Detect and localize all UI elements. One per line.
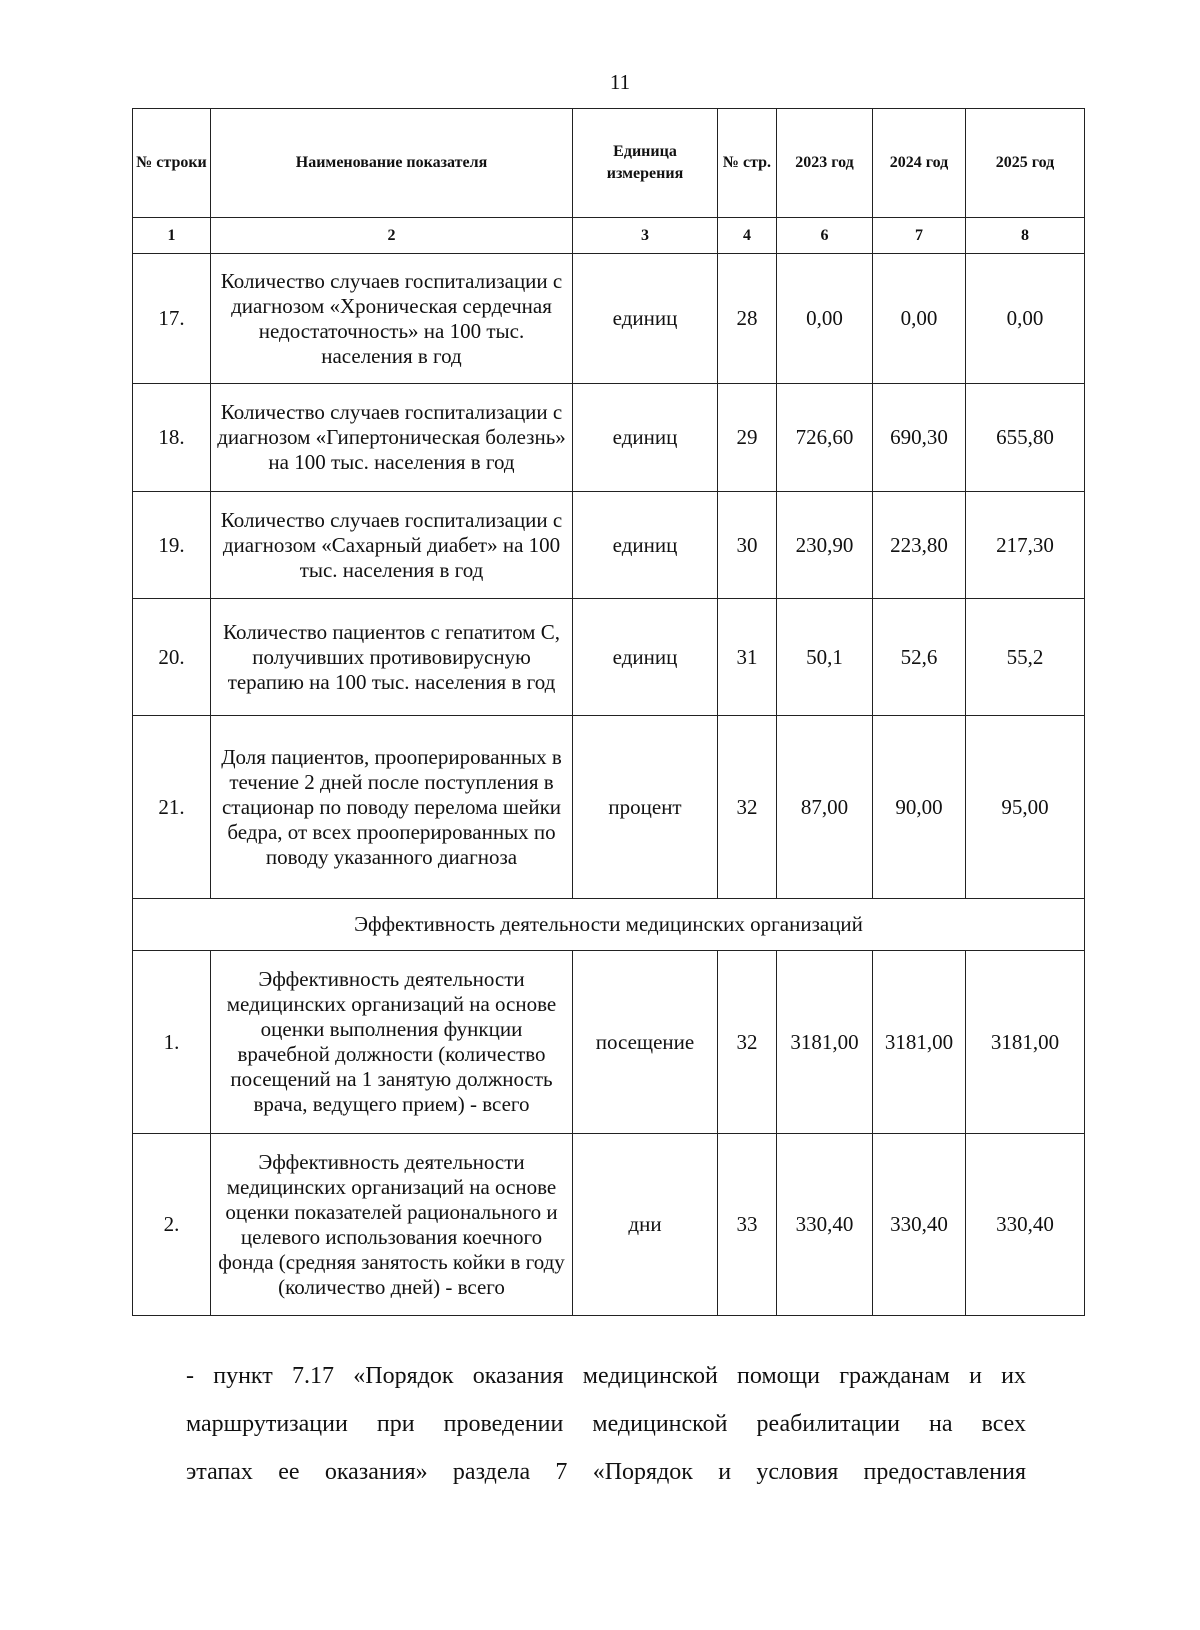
section-title: Эффективность деятельности медицинских организаций — [133, 899, 1085, 951]
row-number: 20. — [133, 599, 211, 716]
header-row-no: № строки — [133, 109, 211, 218]
row-number: 2. — [133, 1134, 211, 1316]
indicator-name: Доля пациентов, прооперированных в течение 2 дней после поступления в стационар по поводу перелома шейки бедра, от всех прооперированных по поводу указанного диагноза — [211, 716, 573, 899]
value-2023: 3181,00 — [777, 951, 873, 1134]
body-paragraph — [186, 1352, 1026, 1496]
value-2024: 90,00 — [873, 716, 966, 899]
body-line: маршрутизации при проведении медицинской реабилитации на всех — [186, 1411, 1026, 1437]
value-2023: 726,60 — [777, 384, 873, 492]
body-line: - пункт 7.17 «Порядок оказания медицинской помощи гражданам и их — [186, 1363, 1026, 1389]
unit-cell: единиц — [573, 384, 718, 492]
table-row — [133, 384, 1085, 492]
column-number: 4 — [718, 218, 777, 254]
header-2023: 2023 год — [777, 109, 873, 218]
indicator-name: Количество пациентов с гепатитом С, получивших противовирусную терапию на 100 тыс. населения в год — [211, 599, 573, 716]
value-2025: 95,00 — [966, 716, 1085, 899]
row-number: 21. — [133, 716, 211, 899]
table-header-row — [133, 109, 1085, 218]
row-number: 18. — [133, 384, 211, 492]
column-number: 1 — [133, 218, 211, 254]
section-header-row — [133, 899, 1085, 951]
table-row — [133, 599, 1085, 716]
value-2024: 690,30 — [873, 384, 966, 492]
value-2023: 0,00 — [777, 254, 873, 384]
value-2023: 330,40 — [777, 1134, 873, 1316]
value-2024: 223,80 — [873, 492, 966, 599]
value-2023: 50,1 — [777, 599, 873, 716]
indicator-name: Эффективность деятельности медицинских организаций на основе оценки показателей рационального и целевого использования коечного фонда (средняя занятость койки в году (количество дней) - всего — [211, 1134, 573, 1316]
value-2024: 3181,00 — [873, 951, 966, 1134]
column-number: 8 — [966, 218, 1085, 254]
indicator-name: Количество случаев госпитализации с диагнозом «Сахарный диабет» на 100 тыс. населения в год — [211, 492, 573, 599]
unit-cell: дни — [573, 1134, 718, 1316]
value-2023: 230,90 — [777, 492, 873, 599]
page-cell: 30 — [718, 492, 777, 599]
value-2024: 330,40 — [873, 1134, 966, 1316]
header-name: Наименование показателя — [211, 109, 573, 218]
value-2025: 655,80 — [966, 384, 1085, 492]
value-2025: 3181,00 — [966, 951, 1085, 1134]
value-2023: 87,00 — [777, 716, 873, 899]
table-row — [133, 951, 1085, 1134]
table-row — [133, 1134, 1085, 1316]
unit-cell: единиц — [573, 599, 718, 716]
page-cell: 28 — [718, 254, 777, 384]
value-2025: 330,40 — [966, 1134, 1085, 1316]
indicator-name: Эффективность деятельности медицинских организаций на основе оценки выполнения функции врачебной должности (количество посещений на 1 занятую должность врача, ведущего прием) - всего — [211, 951, 573, 1134]
header-2025: 2025 год — [966, 109, 1085, 218]
unit-cell: процент — [573, 716, 718, 899]
value-2025: 0,00 — [966, 254, 1085, 384]
table-row — [133, 716, 1085, 899]
indicator-name: Количество случаев госпитализации с диагнозом «Хроническая сердечная недостаточность» на 100 тыс. населения в год — [211, 254, 573, 384]
indicators-table — [132, 108, 1085, 1316]
page-cell: 32 — [718, 716, 777, 899]
value-2025: 217,30 — [966, 492, 1085, 599]
column-number: 3 — [573, 218, 718, 254]
row-number: 17. — [133, 254, 211, 384]
column-number: 6 — [777, 218, 873, 254]
table-row — [133, 492, 1085, 599]
header-unit: Единица измерения — [573, 109, 718, 218]
body-line: этапах ее оказания» раздела 7 «Порядок и условия предоставления — [186, 1459, 1026, 1485]
page-cell: 31 — [718, 599, 777, 716]
page-cell: 33 — [718, 1134, 777, 1316]
row-number: 1. — [133, 951, 211, 1134]
value-2024: 0,00 — [873, 254, 966, 384]
unit-cell: посещение — [573, 951, 718, 1134]
column-number: 7 — [873, 218, 966, 254]
column-number: 2 — [211, 218, 573, 254]
column-numbers-row — [133, 218, 1085, 254]
row-number: 19. — [133, 492, 211, 599]
header-2024: 2024 год — [873, 109, 966, 218]
value-2025: 55,2 — [966, 599, 1085, 716]
page-number: 11 — [609, 70, 631, 94]
indicator-name: Количество случаев госпитализации с диагнозом «Гипертоническая болезнь» на 100 тыс. населения в год — [211, 384, 573, 492]
page-cell: 29 — [718, 384, 777, 492]
value-2024: 52,6 — [873, 599, 966, 716]
page-cell: 32 — [718, 951, 777, 1134]
unit-cell: единиц — [573, 492, 718, 599]
header-page: № стр. — [718, 109, 777, 218]
table-row — [133, 254, 1085, 384]
unit-cell: единиц — [573, 254, 718, 384]
